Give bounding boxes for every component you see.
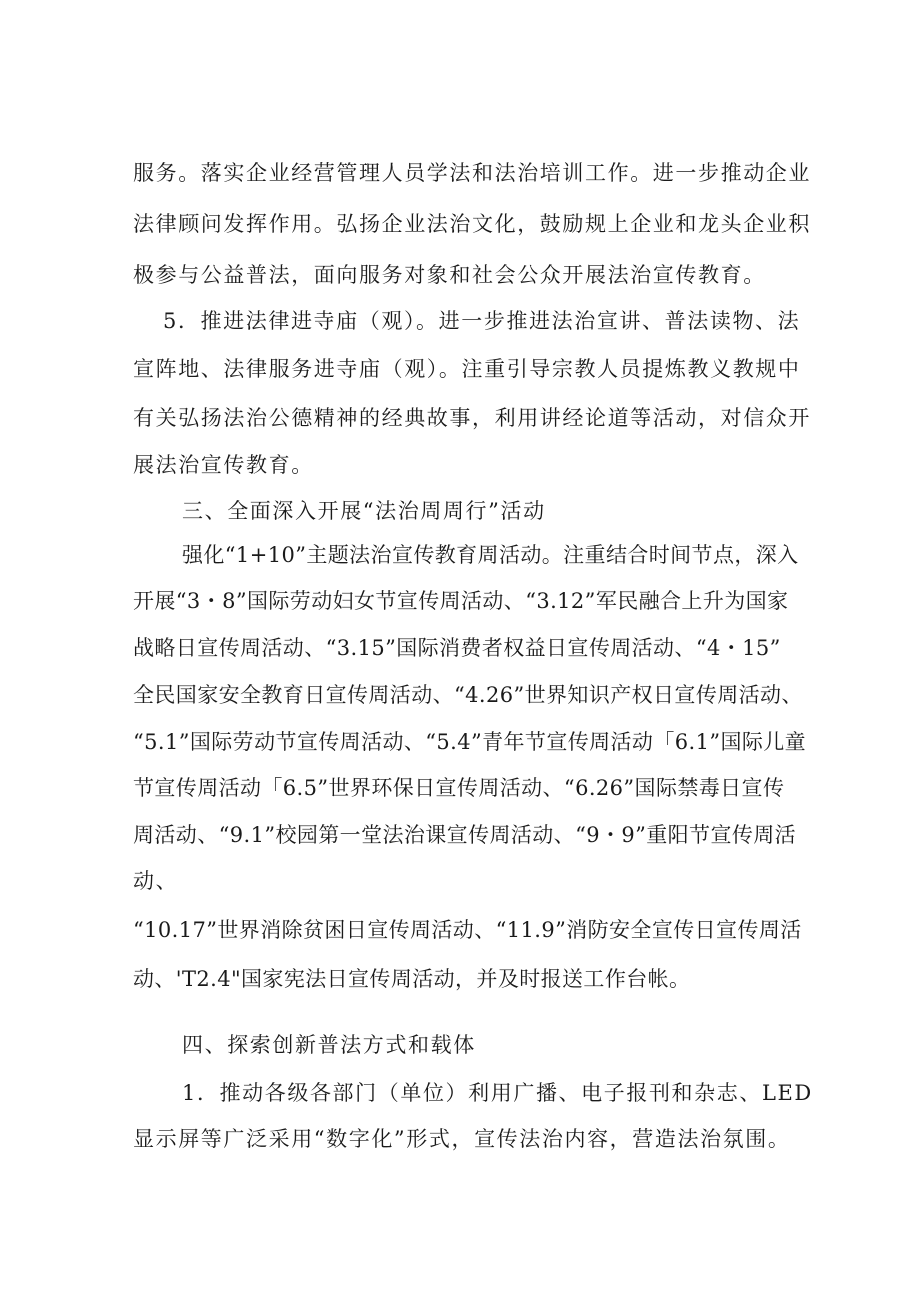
list-item-1-line-1: 1．推动各级各部门（单位）利用广播、电子报刊和杂志、LED <box>182 1081 813 1105</box>
section-heading-3: 三、全面深入开展“法治周周行”活动 <box>182 499 546 523</box>
text-line-17: “10.17”世界消除贫困日宣传周活动、“11.9”消防安全宣传日宣传周活 <box>133 918 802 942</box>
list-item-5-line-4: 展法治宣传教育。 <box>133 453 314 477</box>
text-line-15: 周活动、“9.1”校园第一堂法治课宣传周活动、“9・9”重阳节宣传周活 <box>133 823 797 847</box>
list-item-1-line-2: 显示屏等广泛采用“数字化”形式，宣传法治内容，营造法治氛围。 <box>133 1127 791 1151</box>
text-line-16: 动、 <box>133 869 179 893</box>
text-line-1: 服务。落实企业经营管理人员学法和法治培训工作。进一步推动企业 <box>133 161 811 185</box>
text-line-3: 极参与公益普法，面向服务对象和社会公众开展法治宣传教育。 <box>133 263 766 287</box>
list-item-5-line-2: 宣阵地、法律服务进寺庙（观）。注重引导宗教人员提炼教义教规中 <box>133 357 801 381</box>
list-item-5-line-1: 5．推进法律进寺庙（观）。进一步推进法治宣讲、普法读物、法 <box>163 309 801 333</box>
text-line-13: “5.1”国际劳动节宣传周活动、“5.4”青年节宣传周活动「6.1”国际儿童 <box>133 730 807 754</box>
list-item-5-line-3: 有关弘扬法治公德精神的经典故事，利用讲经论道等活动，对信众开 <box>133 406 811 430</box>
text-line-9: 强化“1+10”主题法治宣传教育周活动。注重结合时间节点，深入 <box>182 543 799 567</box>
text-line-12: 全民国家安全教育日宣传周活动、“4.26”世界知识产权日宣传周活动、 <box>133 683 803 707</box>
text-line-10: 开展“3・8”国际劳动妇女节宣传周活动、“3.12”军民融合上升为国家 <box>133 589 789 613</box>
text-line-18: 动、'T2.4"国家宪法日宣传周活动，并及时报送工作台帐。 <box>133 967 691 991</box>
text-line-14: 节宣传周活动「6.5”世界环保日宣传周活动、“6.26”国际禁毒日宣传 <box>133 776 785 800</box>
section-heading-4: 四、探索创新普法方式和载体 <box>182 1033 476 1057</box>
text-line-2: 法律顾问发挥作用。弘扬企业法治文化，鼓励规上企业和龙头企业积 <box>133 212 811 236</box>
text-line-11: 战略日宣传周活动、“3.15”国际消费者权益日宣传周活动、“4・15” <box>133 636 781 660</box>
